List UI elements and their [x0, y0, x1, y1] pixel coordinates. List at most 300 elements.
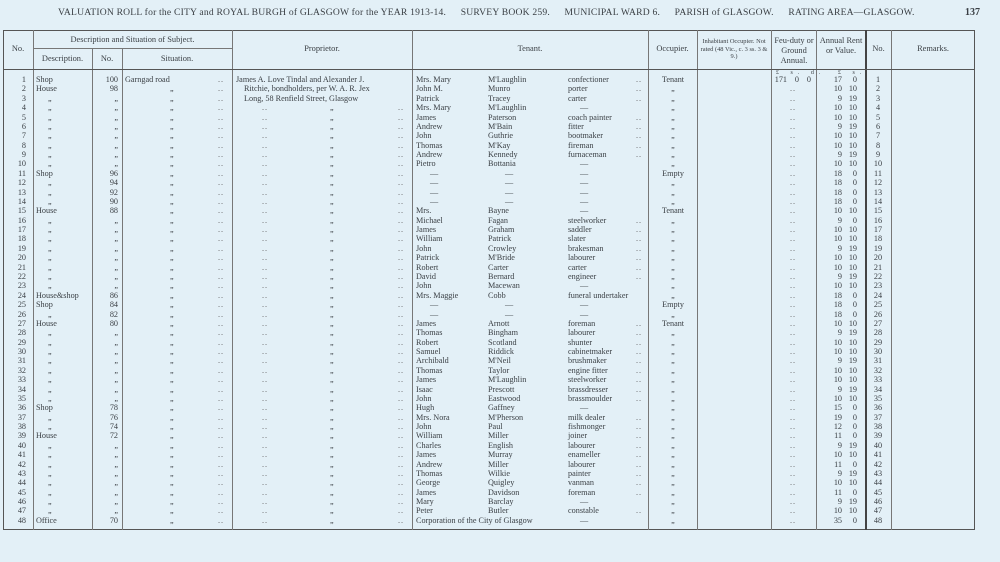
- feu-dots: ..: [790, 328, 797, 338]
- situation: „: [170, 206, 174, 216]
- occupation-dots: ..: [636, 478, 643, 488]
- tenant-occupation: brassmoulder: [568, 393, 613, 403]
- feu-dots: ..: [790, 459, 797, 469]
- tenant-surname: Taylor: [488, 365, 510, 375]
- occupation-dots: ..: [636, 365, 643, 375]
- row-number: 25: [17, 300, 26, 310]
- row-number: 30: [17, 347, 26, 357]
- street-number: 92: [109, 187, 118, 197]
- feu-dots: ..: [790, 225, 797, 235]
- proprietor-ditto: „: [330, 112, 334, 122]
- occupier: „: [671, 93, 675, 103]
- situation-dots: ..: [218, 347, 225, 357]
- title-ward: MUNICIPAL WARD 6.: [564, 7, 661, 18]
- proprietor-dots: ..: [262, 281, 269, 291]
- rent-shillings: 10: [848, 140, 857, 150]
- row-number: 16: [17, 215, 26, 225]
- row-number: 38: [17, 422, 26, 432]
- proprietor-line: Ritchie, bondholders, per W. A. R. Jex: [244, 84, 370, 94]
- rent-shillings: 0: [852, 290, 857, 300]
- tenant-surname: Bottania: [488, 159, 516, 169]
- description: „: [48, 440, 52, 450]
- col-header-occupier: Occupier.: [656, 44, 689, 53]
- proprietor-dots: ..: [398, 515, 405, 525]
- col-header-description: Description.: [41, 54, 84, 63]
- rent-pounds: 10: [833, 506, 842, 516]
- rent-shillings: 10: [848, 318, 857, 328]
- description: „: [48, 281, 52, 291]
- proprietor-dots: ..: [398, 243, 405, 253]
- proprietor-ditto: „: [330, 403, 334, 413]
- occupation-dots: ..: [636, 215, 643, 225]
- rent-pounds: 9: [837, 440, 842, 450]
- proprietor-dots: ..: [262, 196, 269, 206]
- proprietor-dots: ..: [262, 365, 269, 375]
- tenant-occupation: porter: [568, 84, 588, 94]
- proprietor-dots: ..: [262, 140, 269, 150]
- proprietor-ditto: „: [330, 215, 334, 225]
- rent-shillings: 0: [852, 403, 857, 413]
- tenant-occupation: —: [580, 300, 589, 310]
- tenant-occupation: funeral undertaker: [568, 290, 629, 300]
- occupation-dots: ..: [636, 450, 643, 460]
- street-number: „: [114, 140, 118, 150]
- feu-dots: ..: [790, 150, 797, 160]
- rent-shillings: 0: [852, 215, 857, 225]
- tenant-first-name: —: [430, 187, 439, 197]
- tenant-first-name: James: [416, 487, 437, 497]
- feu-dots: ..: [790, 337, 797, 347]
- situation: „: [170, 168, 174, 178]
- row-number: 39: [17, 431, 26, 441]
- tenant-occupation: —: [580, 196, 589, 206]
- tenant-first-name: Andrew: [416, 459, 443, 469]
- rent-pounds: 10: [833, 262, 842, 272]
- proprietor-dots: ..: [262, 393, 269, 403]
- table-row: [0, 366, 1000, 375]
- table-row: [0, 356, 1000, 365]
- tenant-occupation: engineer: [568, 271, 597, 281]
- tenant-occupation: steelworker: [568, 215, 607, 225]
- table-row: [0, 300, 1000, 309]
- proprietor-dots: ..: [398, 290, 405, 300]
- proprietor-dots: ..: [262, 422, 269, 432]
- description: „: [48, 356, 52, 366]
- proprietor-ditto: „: [330, 487, 334, 497]
- proprietor-ditto: „: [330, 178, 334, 188]
- proprietor-ditto: „: [330, 309, 334, 319]
- table-row: [0, 253, 1000, 262]
- description: „: [48, 506, 52, 516]
- proprietor-ditto: „: [330, 318, 334, 328]
- feu-dots: ..: [790, 318, 797, 328]
- feu-dots: ..: [790, 243, 797, 253]
- tenant-surname: Guthrie: [488, 131, 514, 141]
- rent-shillings: 0: [852, 309, 857, 319]
- situation: „: [170, 93, 174, 103]
- feu-dots: ..: [790, 468, 797, 478]
- proprietor-dots: ..: [398, 300, 405, 310]
- situation: „: [170, 178, 174, 188]
- col-header-proprietor: Proprietor.: [304, 44, 340, 53]
- tenant-surname: Cobb: [488, 290, 506, 300]
- tenant-surname: Carter: [488, 262, 509, 272]
- rent-pounds: 9: [837, 243, 842, 253]
- proprietor-ditto: „: [330, 431, 334, 441]
- situation: „: [170, 468, 174, 478]
- rent-shillings: 10: [848, 131, 857, 141]
- tenant-surname: Graham: [488, 225, 515, 235]
- row-number-right: 16: [873, 215, 883, 225]
- tenant-first-name: Peter: [416, 506, 433, 516]
- situation: „: [170, 440, 174, 450]
- feu-dots: ..: [790, 159, 797, 169]
- tenant-first-name: John M.: [416, 84, 443, 94]
- row-number-right: 11: [874, 168, 882, 178]
- row-number: 11: [18, 168, 26, 178]
- row-number: 10: [17, 159, 26, 169]
- rent-pounds: 10: [833, 375, 842, 385]
- situation-dots: ..: [218, 440, 225, 450]
- table-row: [0, 506, 1000, 515]
- row-number: 44: [17, 478, 26, 488]
- feu-dots: ..: [790, 178, 797, 188]
- occupier: Tenant: [661, 318, 685, 328]
- street-number: „: [114, 459, 118, 469]
- proprietor-ditto: „: [330, 515, 334, 525]
- feu-dots: ..: [790, 356, 797, 366]
- situation: „: [170, 262, 174, 272]
- occupier: „: [671, 196, 675, 206]
- description: „: [48, 196, 52, 206]
- feu-dots: ..: [790, 281, 797, 291]
- street-number: „: [114, 506, 118, 516]
- table-row: [0, 375, 1000, 384]
- table-row: [0, 394, 1000, 403]
- col-header-situation: Situation.: [160, 54, 194, 63]
- description: „: [48, 234, 52, 244]
- tenant-first-name: David: [416, 271, 437, 281]
- tenant-surname: —: [505, 309, 514, 319]
- description: Shop: [36, 403, 53, 413]
- rent-pounds: 9: [837, 121, 842, 131]
- proprietor-ditto: „: [330, 440, 334, 450]
- rent-pounds: 10: [833, 281, 842, 291]
- situation-dots: ..: [218, 393, 225, 403]
- rent-shillings: 19: [848, 271, 857, 281]
- rent-shillings: 19: [848, 440, 857, 450]
- tenant-first-name: Patrick: [416, 253, 440, 263]
- situation: „: [170, 187, 174, 197]
- rent-pounds: 9: [837, 497, 842, 507]
- tenant-surname: M'Laughlin: [488, 103, 527, 113]
- tenant-first-name: Mrs. Nora: [416, 412, 450, 422]
- proprietor-dots: ..: [262, 121, 269, 131]
- proprietor-ditto: „: [330, 384, 334, 394]
- tenant-occupation: saddler: [568, 225, 592, 235]
- row-number-right: 40: [873, 440, 883, 450]
- tenant-surname: English: [488, 440, 514, 450]
- row-number-right: 21: [873, 262, 883, 272]
- situation-dots: ..: [218, 168, 225, 178]
- proprietor-dots: ..: [398, 431, 405, 441]
- proprietor-dots: ..: [398, 103, 405, 113]
- description: „: [48, 375, 52, 385]
- row-number-right: 9: [875, 150, 881, 160]
- street-number: 74: [109, 422, 118, 432]
- tenant-surname: Gaffney: [488, 403, 515, 413]
- rent-pounds: 10: [833, 337, 842, 347]
- rent-pounds: 9: [837, 215, 842, 225]
- situation: „: [170, 253, 174, 263]
- description: House: [36, 84, 57, 94]
- proprietor-dots: ..: [262, 159, 269, 169]
- row-number: 17: [17, 225, 26, 235]
- table-row: [0, 516, 1000, 525]
- proprietor-dots: ..: [262, 271, 269, 281]
- occupier: „: [671, 375, 675, 385]
- occupation-dots: ..: [636, 75, 643, 84]
- table-row: [0, 281, 1000, 290]
- tenant-first-name: Mrs.: [416, 206, 432, 216]
- row-number: 23: [17, 281, 26, 291]
- tenant-first-name: Mrs. Maggie: [416, 290, 459, 300]
- proprietor-dots: ..: [398, 487, 405, 497]
- tenant-first-name: Andrew: [416, 150, 443, 160]
- proprietor-dots: ..: [398, 478, 405, 488]
- street-number: „: [114, 234, 118, 244]
- situation: „: [170, 300, 174, 310]
- occupation-dots: ..: [636, 422, 643, 432]
- feu-pence: 0: [806, 75, 811, 84]
- row-number-right: 29: [873, 337, 883, 347]
- street-number: 82: [109, 309, 118, 319]
- situation: „: [170, 515, 174, 525]
- row-number-right: 2: [875, 84, 881, 94]
- proprietor-dots: ..: [262, 103, 269, 113]
- tenant-first-name: John: [416, 281, 432, 291]
- rent-pounds: 10: [833, 131, 842, 141]
- tenant-surname: Miller: [488, 459, 509, 469]
- table-row: [0, 310, 1000, 319]
- tenant-occupation: —: [580, 206, 589, 216]
- tenant-occupation: —: [580, 178, 589, 188]
- proprietor-dots: ..: [262, 187, 269, 197]
- tenant-surname: Scotland: [488, 337, 517, 347]
- occupier: „: [671, 253, 675, 263]
- tenant-surname: Prescott: [488, 384, 515, 394]
- tenant-surname: Macewan: [488, 281, 520, 291]
- tenant-first-name: Pietro: [416, 159, 436, 169]
- feu-dots: ..: [790, 103, 797, 113]
- situation-dots: ..: [218, 328, 225, 338]
- situation-dots: ..: [218, 318, 225, 328]
- tenant-occupation: slater: [568, 234, 586, 244]
- situation-dots: ..: [218, 506, 225, 516]
- situation-dots: ..: [218, 300, 225, 310]
- feu-units: £ s. d.: [776, 70, 826, 76]
- rent-pounds: 10: [833, 347, 842, 357]
- occupation-dots: ..: [636, 356, 643, 366]
- proprietor-dots: ..: [398, 450, 405, 460]
- row-number: 13: [17, 187, 26, 197]
- table-row: [0, 338, 1000, 347]
- occupier: „: [671, 112, 675, 122]
- row-number: 35: [17, 393, 26, 403]
- proprietor-dots: ..: [398, 422, 405, 432]
- situation-dots: ..: [218, 356, 225, 366]
- situation-dots: ..: [218, 253, 225, 263]
- street-number: 80: [109, 318, 118, 328]
- occupier: Tenant: [661, 75, 685, 84]
- street-number: „: [114, 328, 118, 338]
- rent-pounds: 17: [833, 75, 842, 84]
- row-number: 32: [17, 365, 26, 375]
- description: „: [48, 337, 52, 347]
- table-row: [0, 460, 1000, 469]
- situation-dots: ..: [218, 262, 225, 272]
- feu-dots: ..: [790, 347, 797, 357]
- description: „: [48, 253, 52, 263]
- occupier: „: [671, 506, 675, 516]
- col-header-no: No.: [11, 44, 25, 53]
- street-number: 90: [109, 196, 118, 206]
- occupation-dots: ..: [636, 121, 643, 131]
- table-row: [0, 263, 1000, 272]
- description: „: [48, 365, 52, 375]
- tenant-occupation: —: [580, 103, 589, 113]
- proprietor-dots: ..: [262, 337, 269, 347]
- proprietor-dots: ..: [398, 271, 405, 281]
- description: „: [48, 103, 52, 113]
- proprietor-ditto: „: [330, 347, 334, 357]
- situation-dots: ..: [218, 384, 225, 394]
- description: „: [48, 178, 52, 188]
- situation-dots: ..: [218, 309, 225, 319]
- occupation-dots: ..: [636, 412, 643, 422]
- tenant-occupation: —: [580, 159, 589, 169]
- situation-dots: ..: [218, 131, 225, 141]
- street-number: „: [114, 440, 118, 450]
- situation: „: [170, 393, 174, 403]
- tenant-surname: Quigley: [488, 478, 515, 488]
- table-row: [0, 234, 1000, 243]
- situation: „: [170, 234, 174, 244]
- row-number: 12: [17, 178, 26, 188]
- occupier: „: [671, 150, 675, 160]
- row-number-right: 45: [873, 487, 883, 497]
- row-number: 43: [17, 468, 26, 478]
- description: „: [48, 328, 52, 338]
- tenant-occupation: joiner: [568, 431, 588, 441]
- occupier: „: [671, 497, 675, 507]
- tenant-first-name: Michael: [416, 215, 443, 225]
- row-number: 28: [17, 328, 26, 338]
- tenant-occupation: shunter: [568, 337, 593, 347]
- street-number: „: [114, 262, 118, 272]
- proprietor-dots: ..: [262, 168, 269, 178]
- proprietor-dots: ..: [398, 196, 405, 206]
- feu-dots: ..: [790, 309, 797, 319]
- occupation-dots: ..: [636, 384, 643, 394]
- situation-dots: ..: [218, 225, 225, 235]
- table-row: [0, 84, 1000, 93]
- proprietor-ditto: „: [330, 103, 334, 113]
- tenant-first-name: Robert: [416, 262, 439, 272]
- proprietor-dots: ..: [262, 515, 269, 525]
- situation-dots: ..: [218, 112, 225, 122]
- street-number: „: [114, 375, 118, 385]
- situation: „: [170, 422, 174, 432]
- row-number-right: 32: [873, 365, 883, 375]
- row-number: 8: [21, 140, 26, 150]
- occupation-dots: ..: [636, 337, 643, 347]
- feu-dots: ..: [790, 506, 797, 516]
- rent-shillings: 10: [848, 225, 857, 235]
- street-number: „: [114, 103, 118, 113]
- occupier: „: [671, 159, 675, 169]
- street-number: „: [114, 93, 118, 103]
- feu-dots: ..: [790, 412, 797, 422]
- row-number: 29: [17, 337, 26, 347]
- occupier: „: [671, 347, 675, 357]
- tenant-surname: M'Neil: [488, 356, 511, 366]
- proprietor-ditto: „: [330, 497, 334, 507]
- tenant-surname: M'Bain: [488, 121, 513, 131]
- row-number: 42: [17, 459, 26, 469]
- street-number: „: [114, 487, 118, 497]
- occupation-dots: ..: [636, 347, 643, 357]
- description: Shop: [36, 75, 53, 84]
- proprietor-ditto: „: [330, 140, 334, 150]
- tenant-surname: Butler: [488, 506, 509, 516]
- proprietor-dots: ..: [262, 356, 269, 366]
- rent-pounds: 11: [834, 487, 842, 497]
- occupier: „: [671, 178, 675, 188]
- tenant-surname: Barclay: [488, 497, 514, 507]
- rent-pounds: 10: [833, 140, 842, 150]
- row-number-right: 14: [873, 196, 883, 206]
- description: „: [48, 215, 52, 225]
- occupier: „: [671, 225, 675, 235]
- feu-dots: ..: [790, 168, 797, 178]
- situation-dots: ..: [218, 178, 225, 188]
- rent-pounds: 18: [833, 178, 842, 188]
- situation-dots: ..: [218, 468, 225, 478]
- situation-dots: ..: [218, 196, 225, 206]
- proprietor-dots: ..: [398, 440, 405, 450]
- situation-dots: ..: [218, 375, 225, 385]
- situation-dots: ..: [218, 140, 225, 150]
- situation: „: [170, 225, 174, 235]
- rent-shillings: 10: [848, 262, 857, 272]
- proprietor-dots: ..: [398, 318, 405, 328]
- tenant-surname: M'Laughlin: [488, 375, 527, 385]
- table-row: [0, 413, 1000, 422]
- situation: „: [170, 403, 174, 413]
- occupier: „: [671, 140, 675, 150]
- occupier: „: [671, 328, 675, 338]
- proprietor-ditto: „: [330, 131, 334, 141]
- occupation-dots: ..: [636, 440, 643, 450]
- rent-pounds: 10: [833, 234, 842, 244]
- occupier: „: [671, 215, 675, 225]
- tenant-surname: Riddick: [488, 347, 514, 357]
- street-number: 100: [105, 75, 118, 84]
- rent-shillings: 0: [852, 487, 857, 497]
- rent-shillings: 10: [848, 234, 857, 244]
- description: Office: [36, 515, 57, 525]
